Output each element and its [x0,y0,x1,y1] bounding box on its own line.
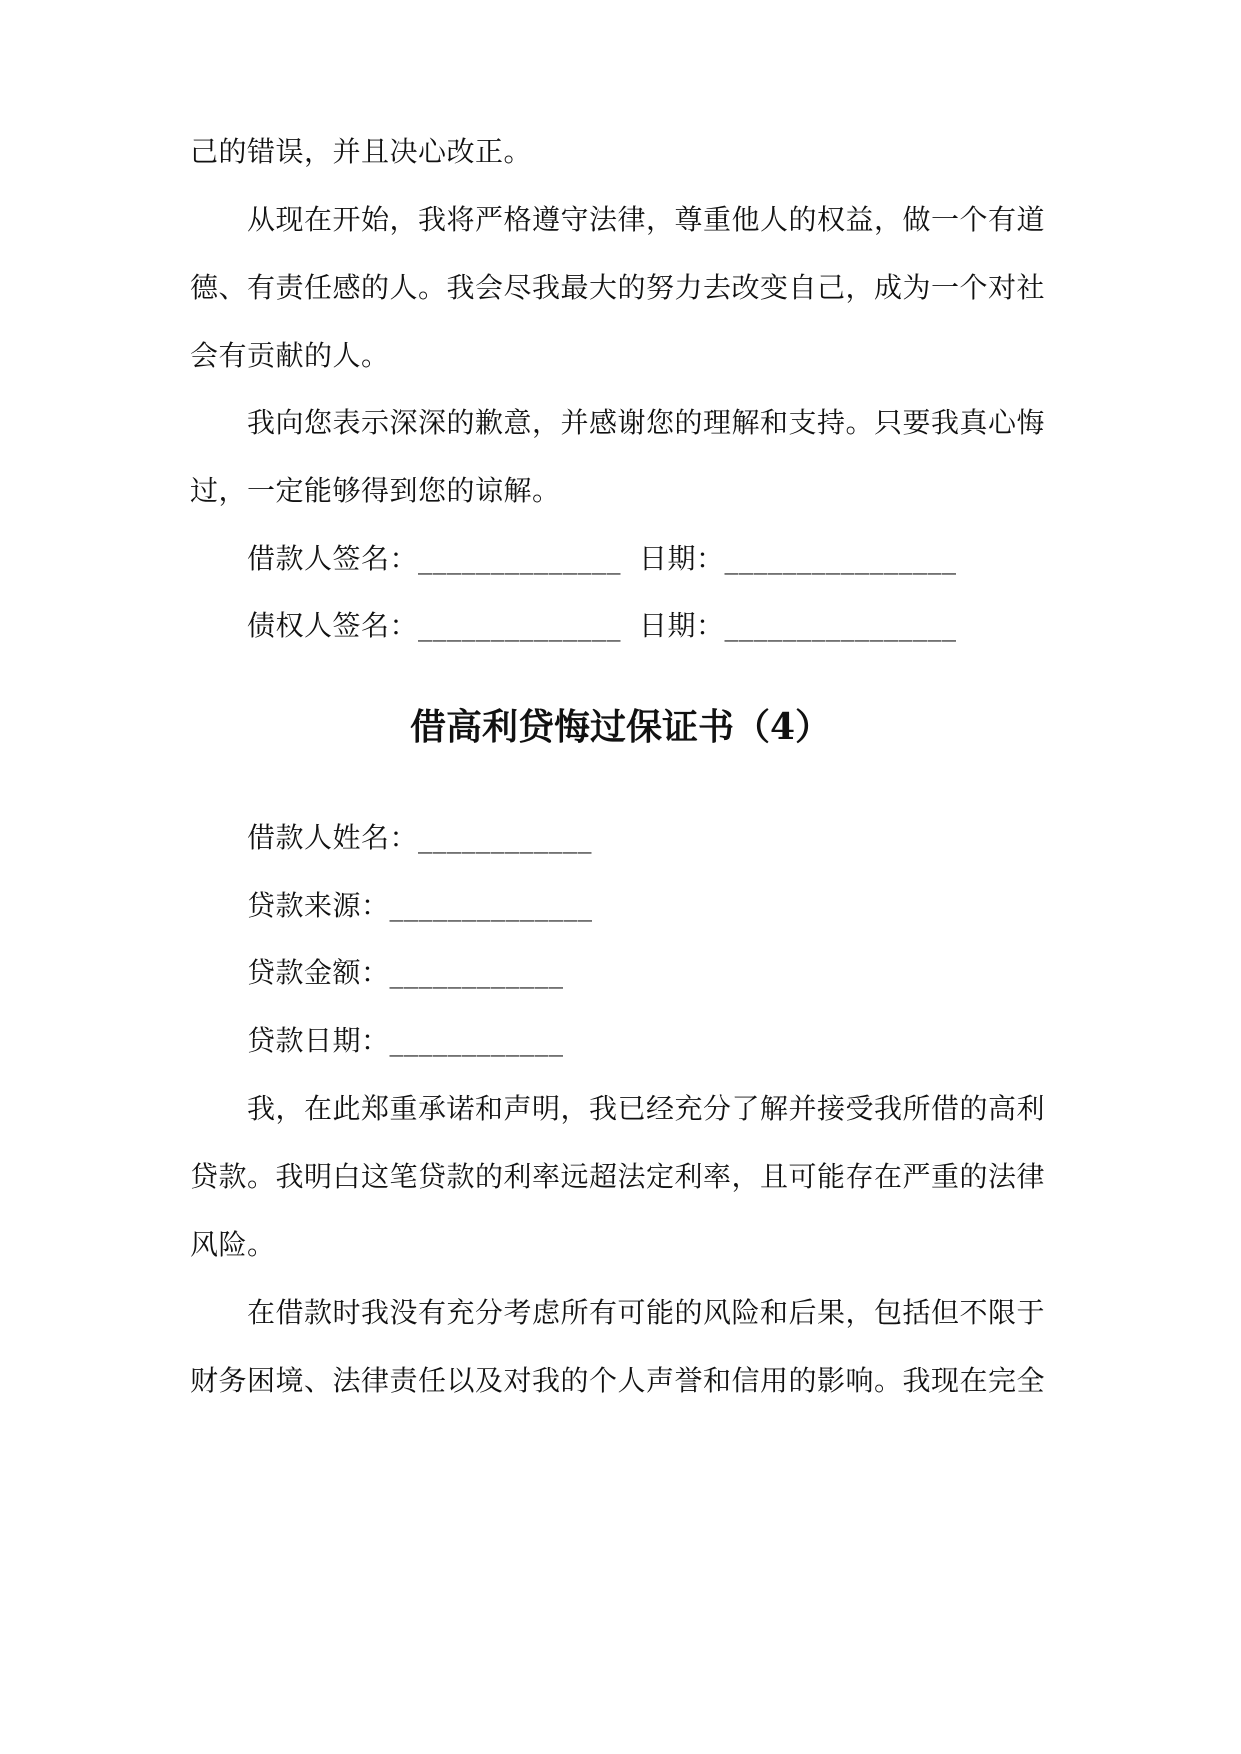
text-line: 过，一定能够得到您的谅解。 [190,474,561,507]
section-title: 借高利贷悔过保证书（4） [409,706,832,748]
signature-label: 债权人签名： [247,609,419,642]
field-label: 贷款来源： [247,889,390,922]
signature-label: 借款人签名： [247,542,419,575]
text-line: 风险。 [190,1228,276,1261]
date-label: 日期： [639,609,725,642]
date-blank: ________________ [724,542,957,575]
date-label: 日期： [639,542,725,575]
text-line: 会有贡献的人。 [190,339,390,372]
field-label: 贷款日期： [247,1024,390,1057]
field-blank: ____________ [389,1024,564,1057]
field-blank: ____________ [389,956,564,989]
signature-blank: ______________ [418,609,622,642]
text-line: 己的错误，并且决心改正。 [190,135,533,168]
text-line: 德、有责任感的人。我会尽我最大的努力去改变自己，成为一个对社 [190,271,1046,304]
field-loan-amount [247,953,1070,993]
text-line: 我，在此郑重承诺和声明，我已经充分了解并接受我所借的高利 [247,1092,1046,1125]
text-line: 在借款时我没有充分考虑所有可能的风险和后果，包括但不限于 [247,1296,1046,1329]
text-line: 贷款。我明白这笔贷款的利率远超法定利率，且可能存在严重的法律 [190,1160,1046,1193]
borrower-signature-line [247,539,1070,579]
date-blank: ________________ [724,609,957,642]
field-loan-source [247,886,1070,926]
text-line: 从现在开始，我将严格遵守法律，尊重他人的权益，做一个有道 [247,203,1046,236]
field-loan-date [247,1021,1070,1061]
field-borrower-name [247,818,1070,858]
creditor-signature-line [247,606,1070,646]
field-blank: ______________ [389,889,593,922]
field-label: 借款人姓名： [247,821,419,854]
text-line: 我向您表示深深的歉意，并感谢您的理解和支持。只要我真心悔 [247,406,1046,439]
field-label: 贷款金额： [247,956,390,989]
text-line: 财务困境、法律责任以及对我的个人声誉和信用的影响。我现在完全 [190,1364,1046,1397]
signature-blank: ______________ [418,542,622,575]
field-blank: ____________ [418,821,593,854]
